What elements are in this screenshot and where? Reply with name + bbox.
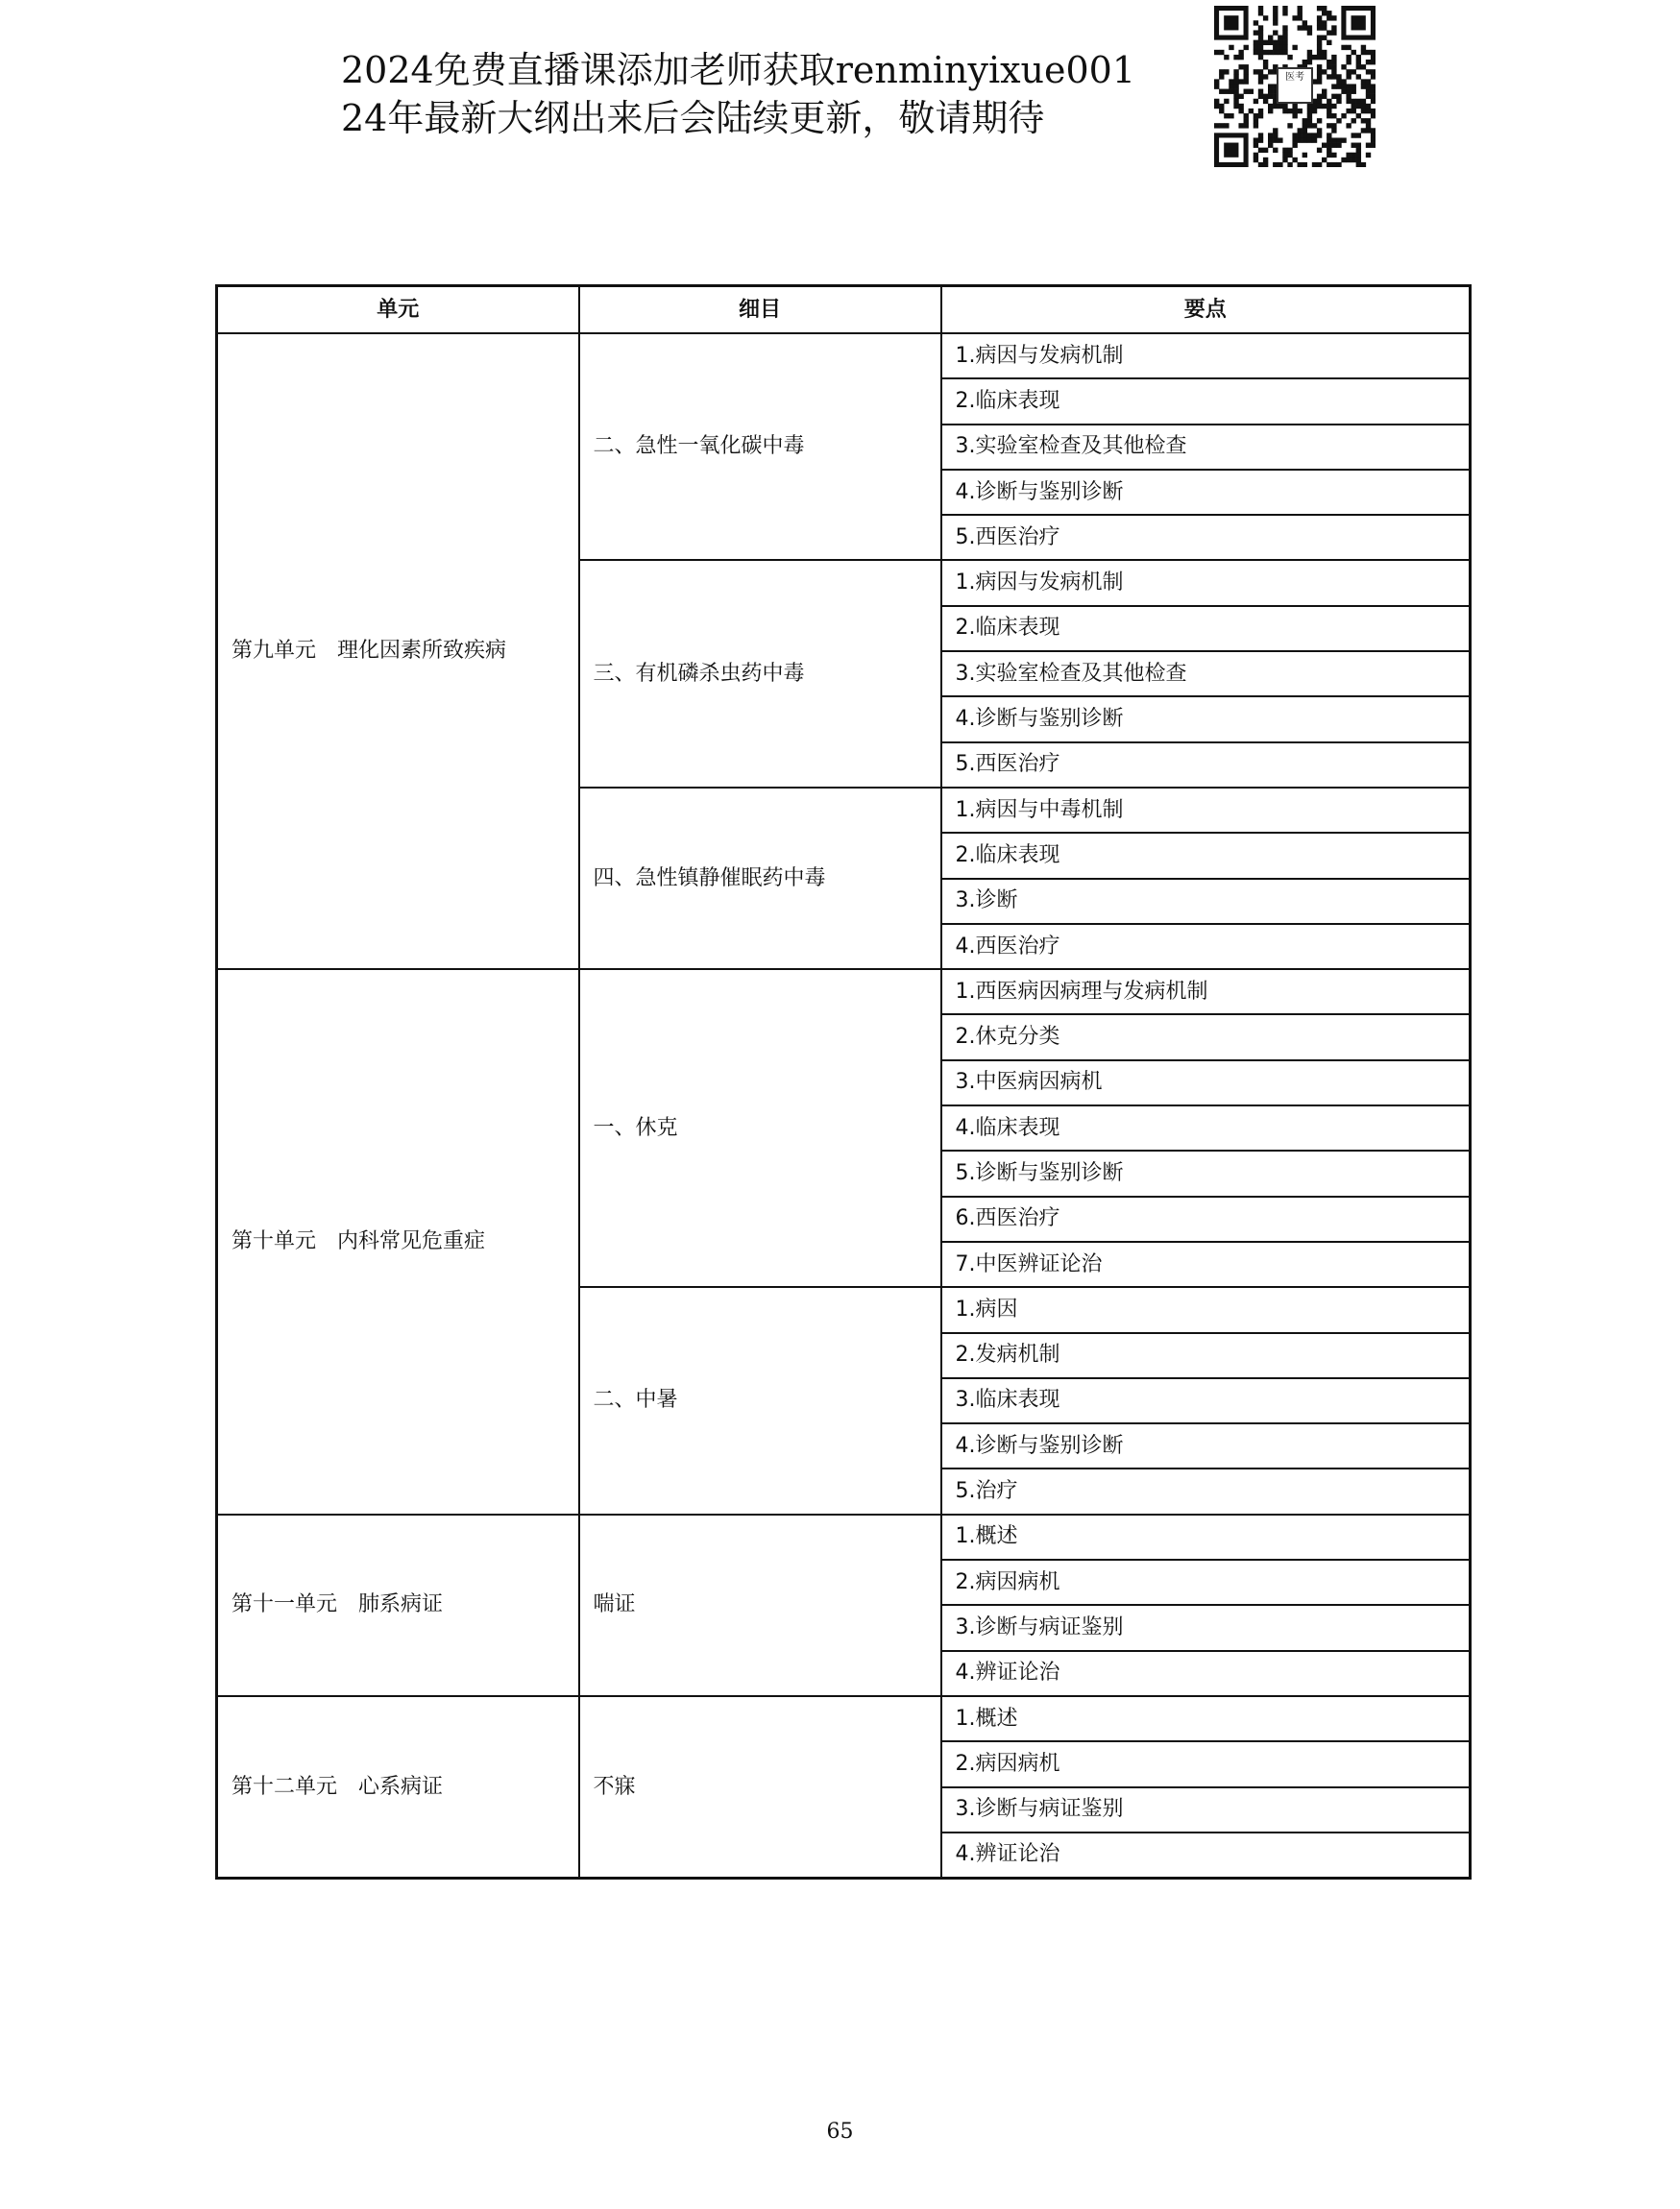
point-cell: 3.中医病因病机 <box>941 1060 1471 1105</box>
item-cell: 二、中暑 <box>579 1287 941 1514</box>
unit-cell: 第十单元 内科常见危重症 <box>217 969 579 1515</box>
point-cell: 3.诊断 <box>941 879 1471 924</box>
unit-cell: 第十二单元 心系病证 <box>217 1696 579 1879</box>
point-cell: 3.实验室检查及其他检查 <box>941 651 1471 696</box>
point-cell: 4.诊断与鉴别诊断 <box>941 696 1471 741</box>
point-cell: 5.西医治疗 <box>941 742 1471 788</box>
item-cell: 喘证 <box>579 1515 941 1696</box>
syllabus-table <box>215 284 1472 1880</box>
table-row <box>217 333 1471 378</box>
point-cell: 2.临床表现 <box>941 606 1471 651</box>
point-cell: 1.病因与中毒机制 <box>941 788 1471 833</box>
point-cell: 3.实验室检查及其他检查 <box>941 425 1471 470</box>
point-cell: 2.病因病机 <box>941 1741 1471 1786</box>
point-cell: 2.临床表现 <box>941 833 1471 878</box>
page-header <box>341 46 1205 142</box>
unit-cell: 第十一单元 肺系病证 <box>217 1515 579 1696</box>
point-cell: 2.病因病机 <box>941 1560 1471 1605</box>
header-points: 要点 <box>941 286 1471 334</box>
table-header-row <box>217 286 1471 334</box>
point-cell: 1.概述 <box>941 1515 1471 1560</box>
point-cell: 4.西医治疗 <box>941 924 1471 969</box>
header-unit: 单元 <box>217 286 579 334</box>
table-row <box>217 1696 1471 1741</box>
header-item: 细目 <box>579 286 941 334</box>
point-cell: 4.临床表现 <box>941 1105 1471 1151</box>
point-cell: 4.辨证论治 <box>941 1833 1471 1879</box>
item-cell: 不寐 <box>579 1696 941 1879</box>
page-number: 65 <box>826 2120 854 2144</box>
point-cell: 3.诊断与病证鉴别 <box>941 1605 1471 1650</box>
point-cell: 6.西医治疗 <box>941 1197 1471 1242</box>
point-cell: 4.辨证论治 <box>941 1651 1471 1696</box>
point-cell: 4.诊断与鉴别诊断 <box>941 1423 1471 1469</box>
point-cell: 4.诊断与鉴别诊断 <box>941 470 1471 515</box>
qr-code <box>1214 6 1376 167</box>
point-cell: 2.临床表现 <box>941 378 1471 424</box>
header-line-2: 24年最新大纲出来后会陆续更新，敬请期待 <box>341 97 1045 139</box>
point-cell: 1.病因与发病机制 <box>941 333 1471 378</box>
point-cell: 5.诊断与鉴别诊断 <box>941 1151 1471 1196</box>
point-cell: 5.治疗 <box>941 1469 1471 1514</box>
point-cell: 1.病因 <box>941 1287 1471 1332</box>
table-row <box>217 1515 1471 1560</box>
point-cell: 1.病因与发病机制 <box>941 560 1471 605</box>
item-cell: 二、急性一氧化碳中毒 <box>579 333 941 560</box>
point-cell: 1.概述 <box>941 1696 1471 1741</box>
item-cell: 四、急性镇静催眠药中毒 <box>579 788 941 969</box>
point-cell: 1.西医病因病理与发病机制 <box>941 969 1471 1014</box>
item-cell: 三、有机磷杀虫药中毒 <box>579 560 941 787</box>
point-cell: 5.西医治疗 <box>941 515 1471 560</box>
point-cell: 3.诊断与病证鉴别 <box>941 1787 1471 1833</box>
point-cell: 2.休克分类 <box>941 1014 1471 1059</box>
qr-center-logo: 医考 <box>1277 67 1313 104</box>
point-cell: 3.临床表现 <box>941 1378 1471 1423</box>
point-cell: 7.中医辨证论治 <box>941 1242 1471 1287</box>
unit-cell: 第九单元 理化因素所致疾病 <box>217 333 579 969</box>
item-cell: 一、休克 <box>579 969 941 1287</box>
point-cell: 2.发病机制 <box>941 1333 1471 1378</box>
header-line-1: 2024免费直播课添加老师获取renminyixue001 <box>341 49 1136 91</box>
table-row <box>217 969 1471 1014</box>
